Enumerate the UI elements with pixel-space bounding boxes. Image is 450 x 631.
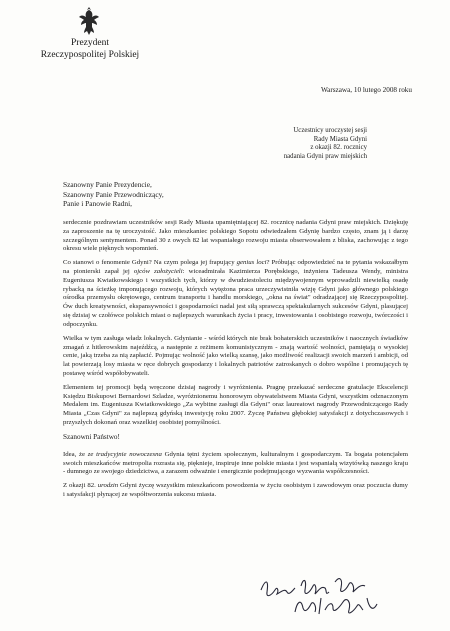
recipient-line: z okazji 82. rocznicy [310, 144, 367, 152]
place-date: Warszawa, 10 lutego 2008 roku [320, 86, 412, 94]
paragraph-2: Co stanowi o fenomenie Gdyni? Na czym polega jej frapujący genius loci? Próbując odpowiedzieć na te pytania wskazałbym na pionierski zapał jej ojców założycieli: wiceadmirała Kazimierza Porębskiego, inżyniera Tadeusza Wendy, ministra Eugeniusza Kwiatkowskiego i wszystkich tych, którzy w dwudziestoleciu międzywojennym wprowadzili niewielką osadę rybacką na ścieżkę imponującego rozwoju, których wytężona praca urzeczywistniła wizję Gdyni jako głównego polskiego ośrodka przemysłu okrętowego, centrum transportu i handlu morskiego, „okna na świat" odradzającej się Rzeczypospolitej. Ów duch kreatywności, ekspansywności i gospodarności nadal jest siłą sprawczą spektakularnych sukcesów Gdyni, plasującej się dzisiaj w czołówce polskich miast o najlepszych warunkach życia i pracy, inwestowania i osobistego rozwoju, twórczości i odpoczynku. [63, 259, 409, 328]
letterhead [40, 37, 140, 61]
closing-salutation: Szanowni Państwo! [63, 433, 120, 442]
paragraph-4: Elementem tej promocji będą wręczone dzisiaj nagrody i wyróżnienia. Pragnę przekazać serdeczne gratulacje Ekscelencji Księdzu Biskupowi Bernardowi Szladze, wyróżnionemu honorowym obywatelstwem Miasta Gdyni, wszystkim odznaczonym Medalem im. Eugeniusza Kwiatkowskiego „Za wybitne zasługi dla Gdyni" oraz laureatowi nagrody Przewodniczącego Rady Miasta „Czas Gdyni" za najlepszą gdyńską inwestycję roku 2007. Życzę Państwu głębokiej satysfakcji z dotychczasowych i przyszłych dokonań oraz wszelkiej osobistej pomyślności. [63, 383, 408, 426]
letter-body [63, 219, 408, 505]
recipient-block [247, 127, 367, 161]
paragraph-5: Idea, że ze tradycyjnie nowoczesna Gdynia tętni życiem społecznym, kulturalnym i gospodarczym. Ta bogata potencjałem swoich mieszkańców metropolia rozrasta się, pięknieje, inspiruje inne polskie miasta i jest wspaniałą wizytówką naszego kraju - dumnego ze swojego dziedzictwa, a zarazem odważnie i energicznie podejmującego wyzwania współczesności. [63, 450, 408, 476]
salutation-block [63, 180, 164, 209]
letterhead-subtitle: Rzeczypospolitej Polskiej [40, 50, 140, 60]
salutation-line: Panie i Panowie Radni, [63, 199, 132, 209]
paragraph-6: Z okazji 82. urodzin Gdyni życzę wszystkim mieszkańcom powodzenia w życiu osobistym i zawodowym oraz poczucia dumy i satysfakcji płynącej ze współtworzenia sukcesu miasta. [63, 482, 408, 499]
eagle-emblem-icon [78, 5, 100, 37]
recipient-line: Rady Miasta Gdyni [313, 135, 367, 143]
recipient-line: Uczestnicy uroczystej sesji [293, 127, 367, 134]
paragraph-3: Wielka w tym zasługa władz lokalnych. Gdynianie - wśród których nie brak bohaterskich uczestników i naocznych świadków zmagań z hitlerowskim najeźdźcą, a następnie z reżimem komunistycznym - znają wartość wolności, pamiętają o wysokiej cenie, jaką trzeba za nią zapłacić. Pojmując wolność jako wielką szansę, jako możliwość realizacji swoich marzeń i ambicji, od lat powierzają losy miasta w ręce dobrych gospodarzy i lokalnych patriotów zatroskanych o dobro wspólne i promujących tę postawę wśród współobywateli. [63, 334, 408, 377]
salutation-line: Szanowny Panie Przewodniczący, [63, 189, 164, 199]
salutation-line: Szanowny Panie Prezydencie, [63, 180, 152, 189]
paragraph-1: serdecznie pozdrawiam uczestników sesji Rady Miasta upamiętniającej 82. rocznicę nadania Gdyni praw miejskich. Dziękuję za zaproszenie na tę uroczystość. Jako mieszkaniec polskiego Sopotu odwiedzałem Gdynię bardzo często, znam ją i darzę szczególnym sentymentem. Ponad 30 z owych 82 lat wspaniałego rozwoju miasta obserwowałem z bliska, zachowując z tego okresu wiele pięknych wspomnień. [63, 219, 408, 253]
letterhead-title: Prezydent [71, 38, 109, 48]
recipient-line: nadania Gdyni praw miejskich [283, 152, 367, 160]
handwritten-signature [255, 568, 395, 616]
